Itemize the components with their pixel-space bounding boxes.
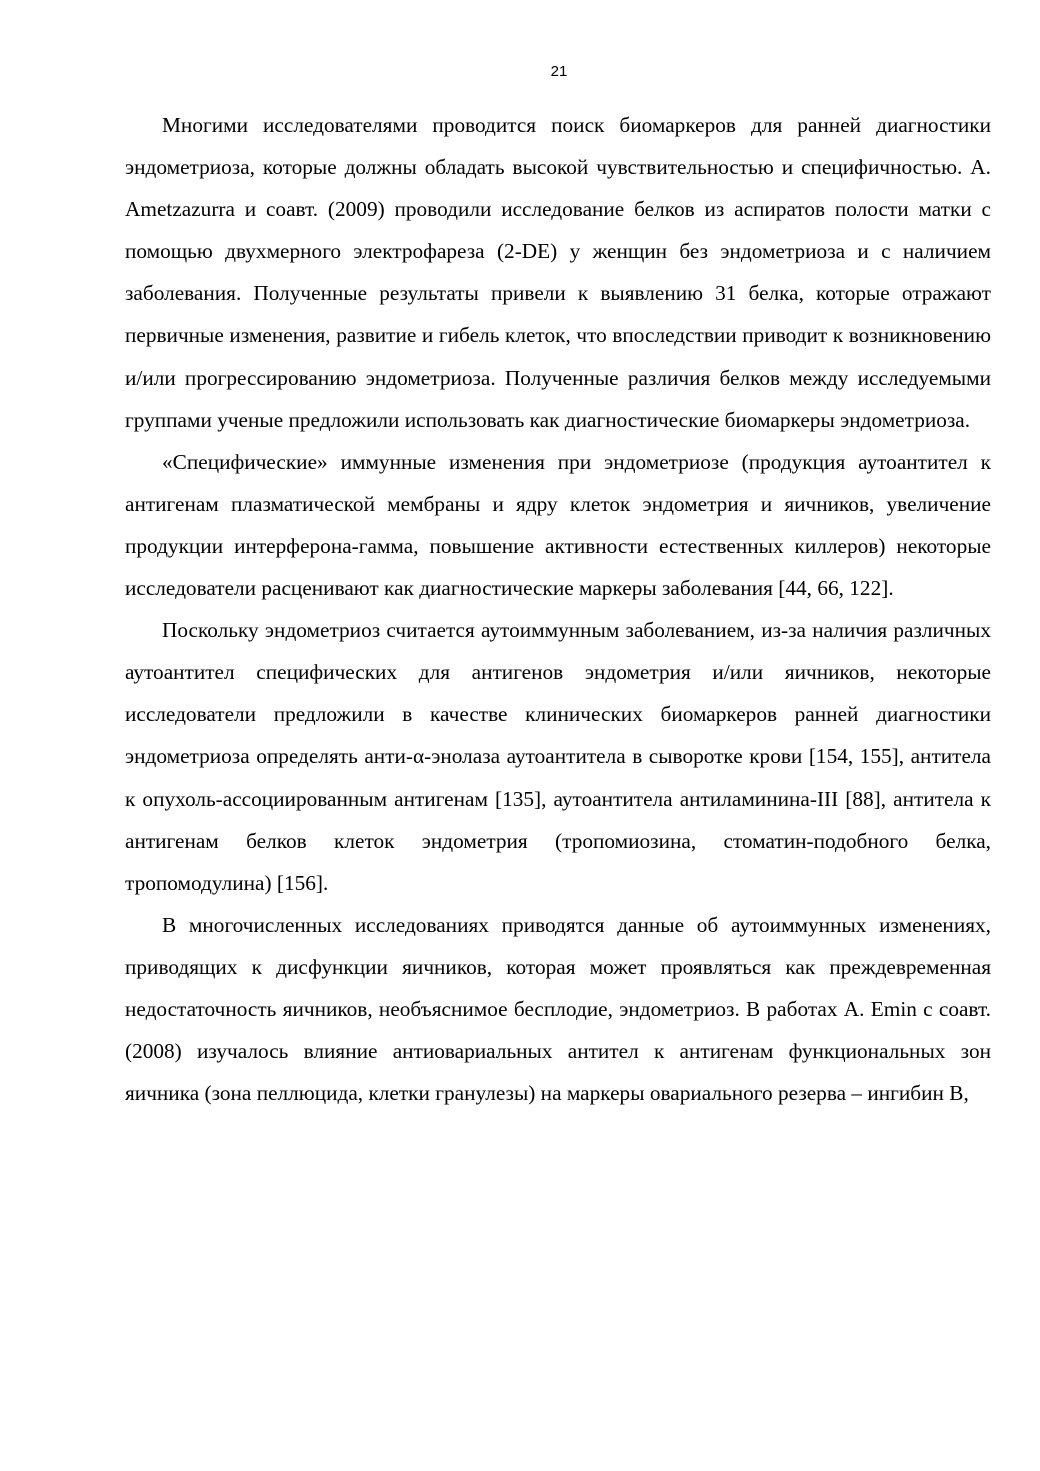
paragraph-biomarkers-search: Многими исследователями проводится поиск биомаркеров для ранней диагностики эндометриоза, которые должны обладать высокой чувствительностью и специфичностью. A. Ametzazurra и соавт. (2009) проводили исследование белков из аспиратов полости матки с помощью двухмерного электрофареза (2-DE) у женщин без эндометриоза и с наличием заболевания. Полученные результаты привели к выявлению 31 белка, которые отражают первичные изменения, развитие и гибель клеток, что впоследствии приводит к возникновению и/или прогрессированию эндометриоза. Полученные различия белков между исследуемыми группами ученые предложили использовать как диагностические биомаркеры эндометриоза. — [125, 113, 991, 432]
paragraph-ovarian-dysfunction: В многочисленных исследованиях приводятся данные об аутоиммунных изменениях, приводящих к дисфункции яичников, которая может проявляться как преждевременная недостаточность яичников, необъяснимое бесплодие, эндометриоз. В работах A. Emin с соавт. (2008) изучалось влияние антиовариальных антител к антигенам функциональных зон яичника (зона пеллюцида, клетки гранулезы) на маркеры овариального резерва – ингибин B, — [125, 912, 991, 1106]
page-number: 21 — [550, 63, 568, 80]
body-text — [125, 104, 991, 1114]
paragraph-immune-changes: «Специфические» иммунные изменения при эндометриозе (продукция аутоантител к антигенам плазматической мембраны и ядру клеток эндометрия и яичников, увеличение продукции интерферона-гамма, повышение активности естественных киллеров) некоторые исследователи расценивают как диагностические маркеры заболевания [44, 66, 122]. — [125, 449, 991, 601]
paragraph-autoimmune-disease: Поскольку эндометриоз считается аутоиммунным заболеванием, из-за наличия различных аутоантител специфических для антигенов эндометрия и/или яичников, некоторые исследователи предложили в качестве клинических биомаркеров ранней диагностики эндометриоза определять анти-α-энолаза аутоантитела в сыворотке крови [154, 155], антитела к опухоль-ассоциированным антигенам [135], аутоантитела антиламинина-III [88], антитела к антигенам белков клеток эндометрия (тропомиозина, стоматин-подобного белка, тропомодулина) [156]. — [125, 618, 991, 895]
